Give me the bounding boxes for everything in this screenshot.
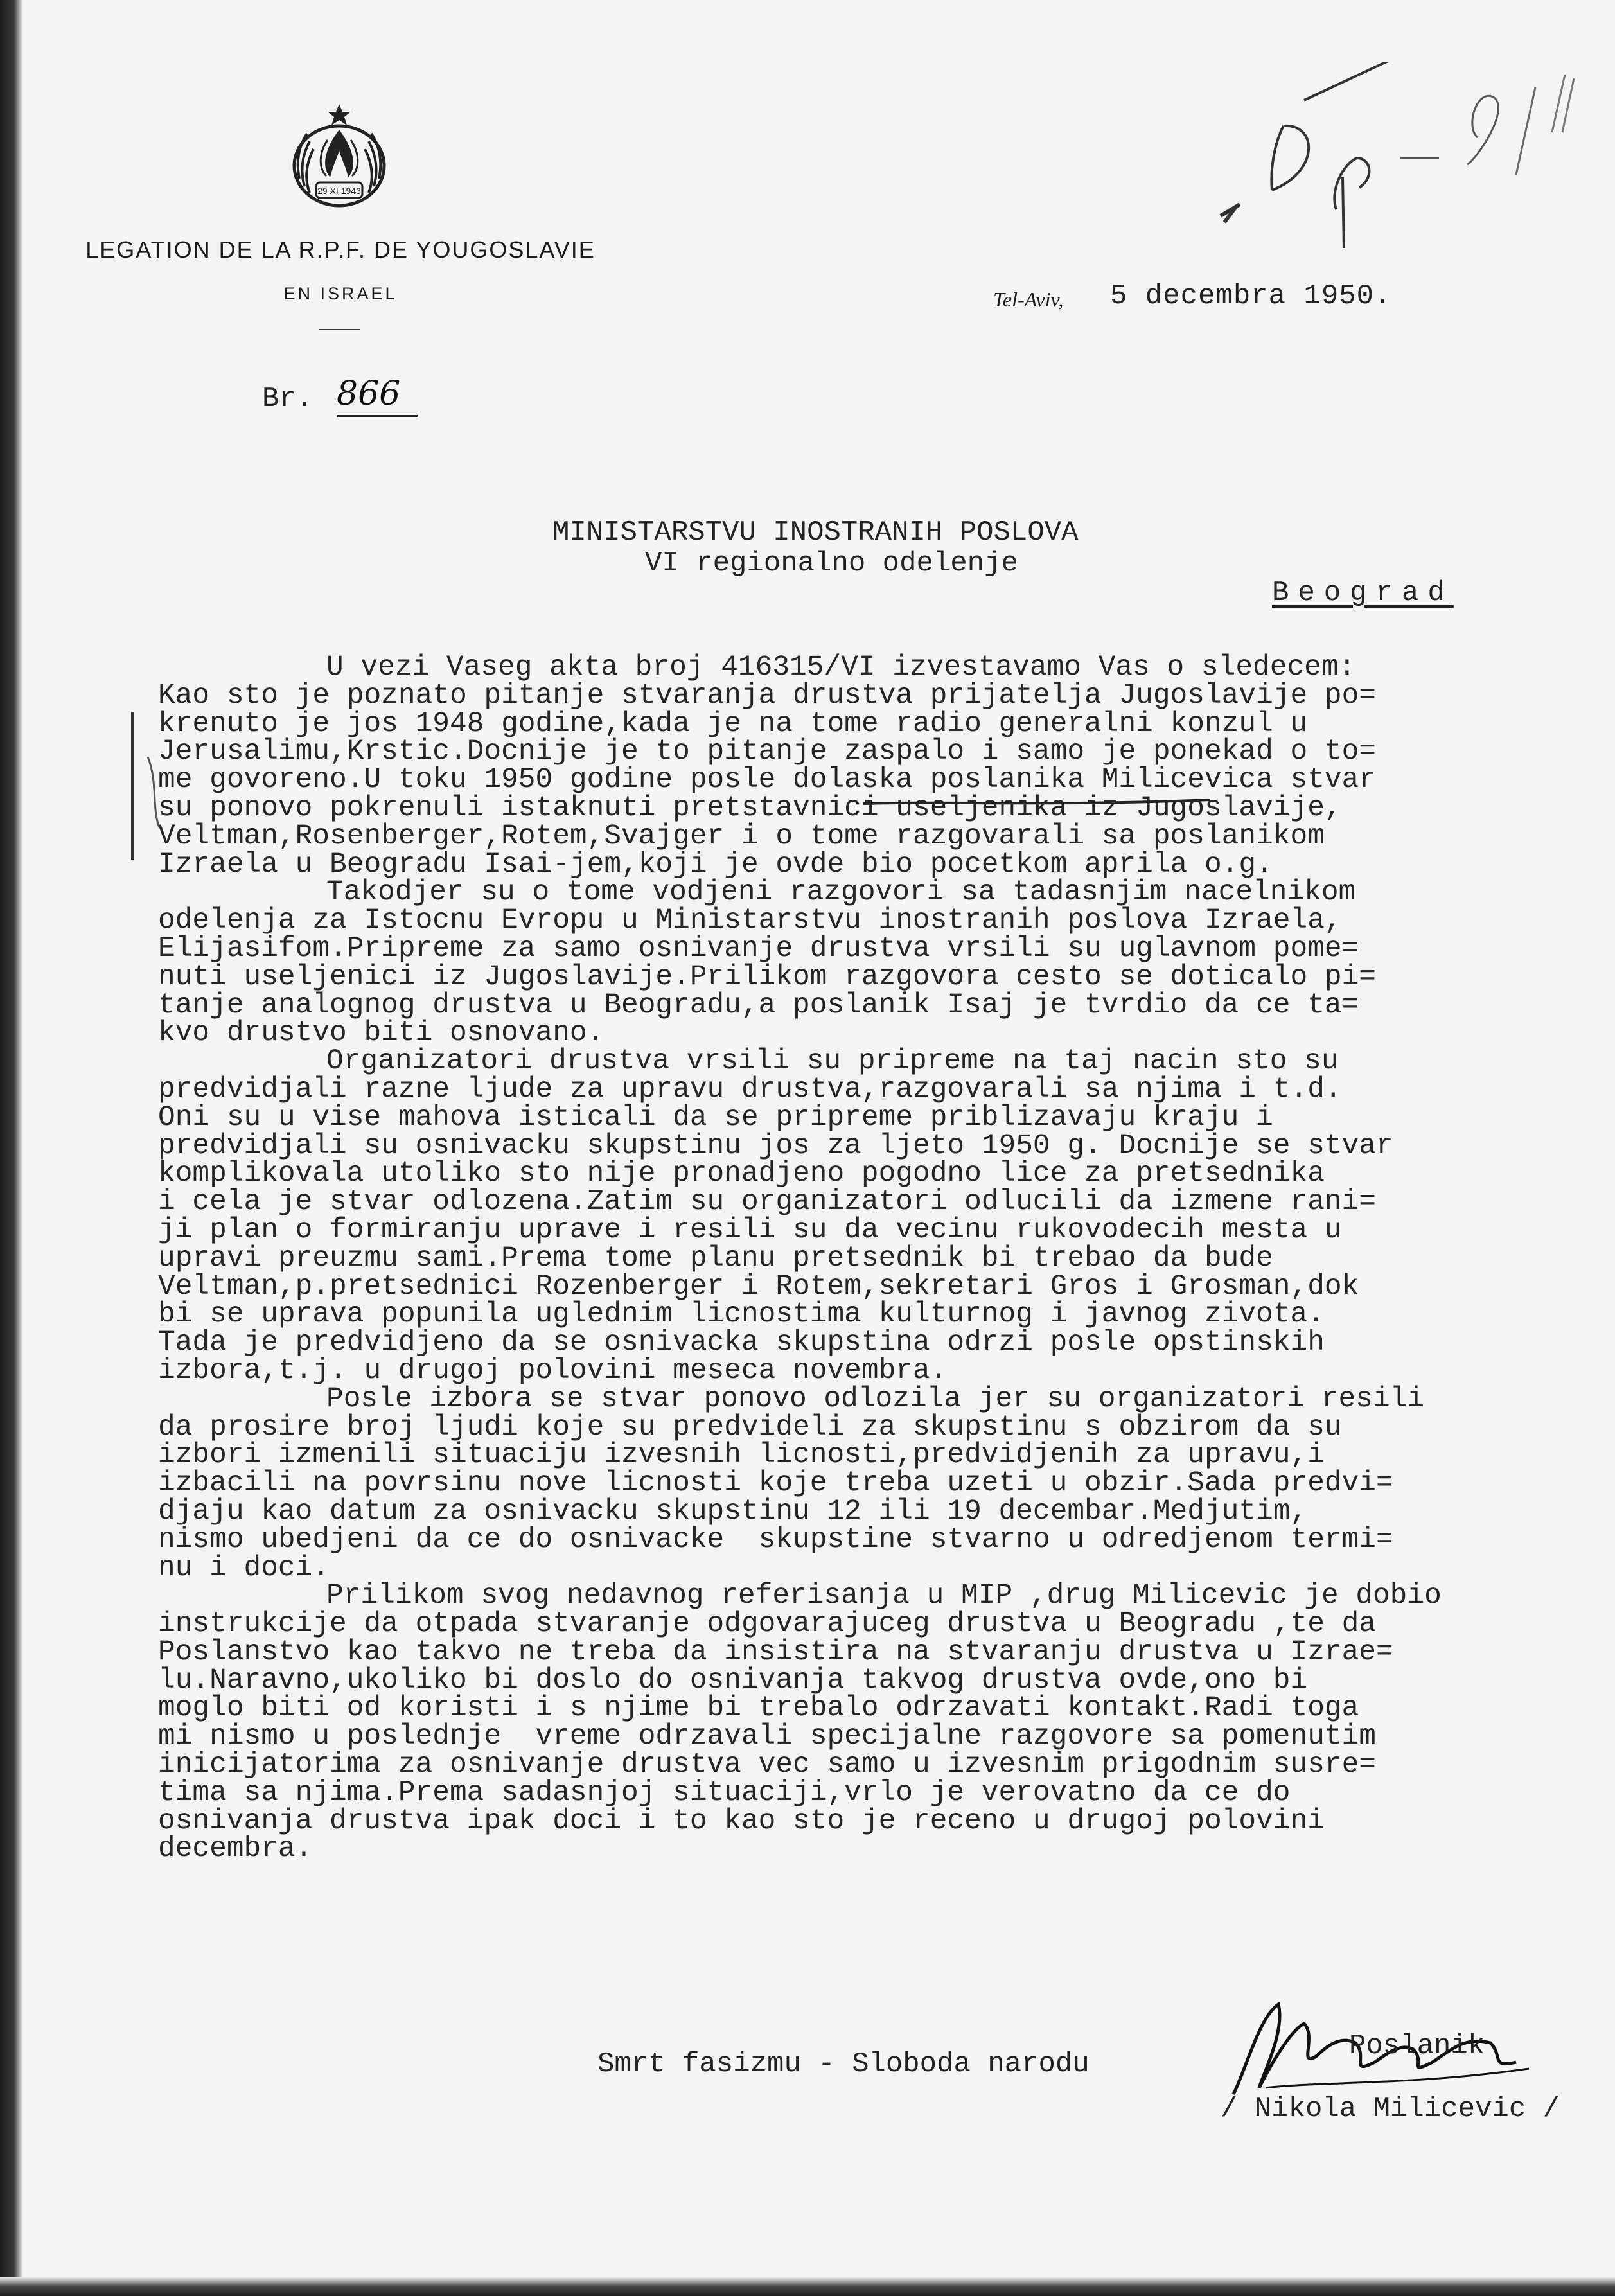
body-line: Oni su u vise mahova isticali da se pripreme priblizavaju kraju i xyxy=(158,1101,1273,1134)
addressee-line-2: VI regionalno odelenje xyxy=(645,547,1018,579)
legation-heading: LEGATION DE LA R.P.F. DE YOUGOSLAVIE xyxy=(85,236,596,263)
reference-label: Br. xyxy=(262,383,313,415)
body-line: Posle izbora se stvar ponovo odlozila jer su organizatori resili xyxy=(326,1382,1425,1415)
body-line: tanje analognog drustva u Beogradu,a poslanik Isaj je tvrdio da ce ta= xyxy=(158,989,1359,1021)
body-line: Veltman,p.pretsednici Rozenberger i Rotem,sekretari Gros i Grosman,dok xyxy=(158,1270,1359,1303)
body-line: Kao sto je poznato pitanje stvaranja drustva prijatelja Jugoslavije po= xyxy=(158,679,1377,712)
body-line: Elijasifom.Pripreme za samo osnivanje drustva vrsili su uglavnom pome= xyxy=(158,932,1359,965)
body-line: izbora,t.j. u drugoj polovini meseca novembra. xyxy=(158,1354,948,1387)
body-line: krenuto je jos 1948 godine,kada je na tome radio generalni konzul u xyxy=(158,707,1308,740)
body-line: nuti useljenici iz Jugoslavije.Prilikom razgovora cesto se doticalo pi= xyxy=(158,960,1377,993)
body-line: ji plan o formiranju uprave i resili su da vecinu rukovodecih mesta u xyxy=(158,1214,1342,1246)
emblem-date-text: 29 XI 1943 xyxy=(317,186,361,196)
closing-salutation: Smrt fasizmu - Sloboda narodu xyxy=(597,2048,1090,2080)
body-line: osnivanja drustva ipak doci i to kao sto je receno u drugoj polovini xyxy=(158,1805,1325,1837)
signer-name: / Nikola Milicevic / xyxy=(1221,2093,1560,2125)
body-line: me govoreno.U toku 1950 godine posle dolaska poslanika Milicevica stvar xyxy=(158,764,1377,797)
body-line: Jerusalimu,Krstic.Docnije je to pitanje zaspalo i samo je ponekad o to= xyxy=(158,736,1377,768)
signer-title: Poslanik xyxy=(1349,2030,1485,2062)
body-line: instrukcije da otpada stvaranje odgovarajuceg drustva u Beogradu ,te da xyxy=(158,1608,1377,1641)
body-line: inicijatorima za osnivanje drustva vec samo u izvesnim prigodnim susre= xyxy=(158,1749,1377,1781)
body-line: upravi preuzmu sami.Prema tome planu pretsednik bi trebao da bude xyxy=(158,1242,1273,1275)
handwritten-marginalia xyxy=(1208,62,1593,248)
coat-of-arms-emblem xyxy=(281,102,397,217)
body-line: Takodjer su o tome vodjeni razgovori sa tadasnjim nacelnikom xyxy=(326,876,1356,909)
body-line: komplikovala utoliko sto nije pronadjeno pogodno lice za pretsednika xyxy=(158,1158,1325,1190)
body-line: bi se uprava popunila uglednim licnostima kulturnog i javnog zivota. xyxy=(158,1298,1325,1331)
body-line: Veltman,Rosenberger,Rotem,Svajger i o tome razgovarali sa poslanikom xyxy=(158,820,1325,852)
body-line: decembra. xyxy=(158,1833,313,1866)
body-line: predvidjali razne ljude za upravu drustva,razgovarali sa njima i t.d. xyxy=(158,1073,1342,1106)
body-line: i cela je stvar odlozena.Zatim su organizatori odlucili da izmene rani= xyxy=(158,1186,1377,1219)
body-line: Poslanstvo kao takvo ne treba da insistira na stvaranju drustva u Izrae= xyxy=(158,1636,1393,1668)
heading-divider xyxy=(319,329,360,330)
body-line: su ponovo pokrenuli istaknuti pretstavnici useljenika iz Jugoslavije, xyxy=(158,791,1342,824)
body-line: predvidjali su osnivacku skupstinu jos za ljeto 1950 g. Docnije se stvar xyxy=(158,1129,1393,1162)
addressee-line-1: MINISTARSTVU INOSTRANIH POSLOVA xyxy=(552,517,1079,549)
body-line: tima sa njima.Prema sadasnjoj situaciji,vrlo je verovatno da ce do xyxy=(158,1776,1291,1809)
body-line: Prilikom svog nedavnog referisanja u MIP ,drug Milicevic je dobio xyxy=(326,1580,1442,1612)
letter-date: 5 decembra 1950. xyxy=(1110,280,1392,312)
body-line: izbori izmenili situaciju izvesnih licnosti,predvidjenih za upravu,i xyxy=(158,1439,1325,1472)
body-line: Tada je predvidjeno da se osnivacka skupstina odrzi posle opstinskih xyxy=(158,1327,1325,1359)
addressee-city: Beograd xyxy=(1272,577,1454,609)
body-line: mi nismo u poslednje vreme odrzavali specijalne razgovore sa pomenutim xyxy=(158,1720,1377,1753)
body-line: djaju kao datum za osnivacku skupstinu 12 ili 19 decembar.Medjutim, xyxy=(158,1495,1308,1528)
body-line: nismo ubedjeni da ce do osnivacke skupstine stvarno u odredjenom termi= xyxy=(158,1523,1393,1556)
reference-number: 866 xyxy=(337,373,418,417)
body-line: kvo drustvo biti osnovano. xyxy=(158,1017,605,1050)
body-line: izbacili na povrsinu nove licnosti koje treba uzeti u obzir.Sada predvi= xyxy=(158,1467,1393,1500)
body-line: odelenja za Istocnu Evropu u Ministarstvu inostranih poslova Izraela, xyxy=(158,905,1342,937)
letter-body xyxy=(158,651,1584,1866)
body-line: moglo biti od koristi i s njime bi trebalo odrzavati kontakt.Radi toga xyxy=(158,1692,1359,1725)
body-line: U vezi Vaseg akta broj 416315/VI izvestavamo Vas o sledecem: xyxy=(326,651,1356,684)
place-label: Tel-Aviv, xyxy=(993,288,1064,311)
body-line: lu.Naravno,ukoliko bi doslo do osnivanja takvog drustva ovde,ono bi xyxy=(158,1664,1308,1697)
body-line: Organizatori drustva vrsili su pripreme na taj nacin sto su xyxy=(326,1045,1339,1078)
body-line: da prosire broj ljudi koje su predvideli za skupstinu s obzirom da su xyxy=(158,1411,1342,1444)
body-line: Izraela u Beogradu Isai-jem,koji je ovde bio pocetkom aprila o.g. xyxy=(158,848,1273,881)
country-subheading: EN ISRAEL xyxy=(283,284,398,303)
body-line: nu i doci. xyxy=(158,1551,330,1584)
